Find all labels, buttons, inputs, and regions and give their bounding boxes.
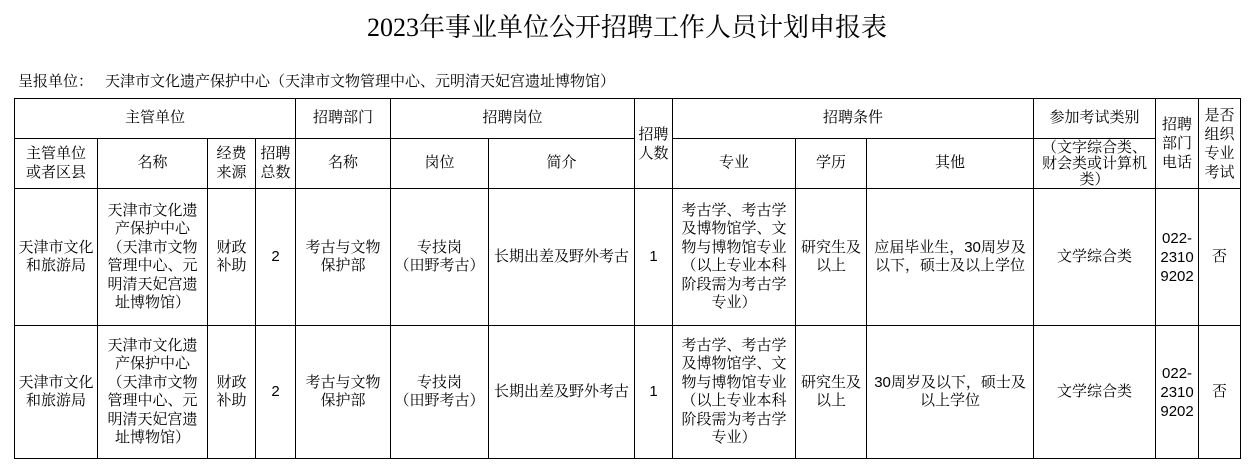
- cell-funding-source: 财政 补助: [208, 189, 256, 326]
- cell-education: 研究生及 以上: [796, 189, 867, 326]
- cell-exam-category: 文学综合类: [1034, 189, 1156, 326]
- cell-unit-name: 天津市文化遗 产保护中心 （天津市文物 管理中心、元 明清天妃宫遗 址博物馆）: [98, 326, 208, 459]
- header-recruiting-post: 招聘岗位: [391, 99, 635, 139]
- cell-unit-name: 天津市文化遗 产保护中心 （天津市文物 管理中心、元 明清天妃宫遗 址博物馆）: [98, 189, 208, 326]
- subheader-major: 专业: [673, 139, 796, 189]
- cell-total-count: 2: [256, 189, 296, 326]
- subheader-other: 其他: [867, 139, 1034, 189]
- cell-funding-source: 财政 补助: [208, 326, 256, 459]
- recruitment-plan-table: [14, 98, 1241, 459]
- subheader-unit-name: 名称: [98, 139, 208, 189]
- cell-total-count: 2: [256, 326, 296, 459]
- table-row: [15, 326, 1241, 459]
- cell-recruit-count: 1: [635, 189, 673, 326]
- cell-district: 天津市文化 和旅游局: [15, 189, 98, 326]
- subheader-exam-category-note: （文字综合类、 财会类或计算机 类）: [1034, 139, 1156, 189]
- cell-post-intro: 长期出差及野外考古: [489, 189, 635, 326]
- submitting-unit-label: 呈报单位：: [18, 73, 94, 90]
- subheader-funding-source: 经费 来源: [208, 139, 256, 189]
- header-row-fields: [15, 139, 1241, 189]
- cell-post: 专技岗 （田野考古）: [391, 189, 489, 326]
- subheader-total-count: 招聘 总数: [256, 139, 296, 189]
- table-row: [15, 189, 1241, 326]
- page-title: 2023年事业单位公开招聘工作人员计划申报表: [366, 13, 887, 42]
- header-recruit-count: 招聘 人数: [635, 99, 673, 189]
- subheader-district: 主管单位 或者区县: [15, 139, 98, 189]
- cell-professional-exam: 否: [1199, 326, 1241, 459]
- cell-major: 考古学、考古学 及博物馆学、文 物与博物馆专业 （以上专业本科 阶段需为考古学 专业）: [673, 189, 796, 326]
- header-exam-category: 参加考试类别: [1034, 99, 1156, 139]
- header-department-phone: 招聘 部门 电话: [1156, 99, 1199, 189]
- cell-professional-exam: 否: [1199, 189, 1241, 326]
- cell-department-name: 考古与文物 保护部: [296, 189, 391, 326]
- cell-exam-category: 文学综合类: [1034, 326, 1156, 459]
- cell-post: 专技岗 （田野考古）: [391, 326, 489, 459]
- cell-other: 应届毕业生，30周岁及 以下，硕士及以上学位: [867, 189, 1034, 326]
- cell-department-phone: 022- 2310 9202: [1156, 326, 1199, 459]
- cell-major: 考古学、考古学 及博物馆学、文 物与博物馆专业 （以上专业本科 阶段需为考古学 专业）: [673, 326, 796, 459]
- subheader-post: 岗位: [391, 139, 489, 189]
- header-supervising-unit: 主管单位: [15, 99, 296, 139]
- header-professional-exam: 是否 组织 专业 考试: [1199, 99, 1241, 189]
- cell-district: 天津市文化 和旅游局: [15, 326, 98, 459]
- header-recruiting-department: 招聘部门: [296, 99, 391, 139]
- submitting-unit-name: 天津市文化遗产保护中心（天津市文物管理中心、元明清天妃宫遗址博物馆）: [105, 73, 616, 90]
- cell-post-intro: 长期出差及野外考古: [489, 326, 635, 459]
- submitting-unit-line: [18, 72, 615, 92]
- subheader-education: 学历: [796, 139, 867, 189]
- header-recruit-conditions: 招聘条件: [673, 99, 1034, 139]
- cell-other: 30周岁及以下，硕士及 以上学位: [867, 326, 1034, 459]
- cell-department-name: 考古与文物 保护部: [296, 326, 391, 459]
- subheader-department-name: 名称: [296, 139, 391, 189]
- subheader-post-intro: 简介: [489, 139, 635, 189]
- cell-department-phone: 022- 2310 9202: [1156, 189, 1199, 326]
- cell-recruit-count: 1: [635, 326, 673, 459]
- header-row-groups: [15, 99, 1241, 139]
- cell-education: 研究生及 以上: [796, 326, 867, 459]
